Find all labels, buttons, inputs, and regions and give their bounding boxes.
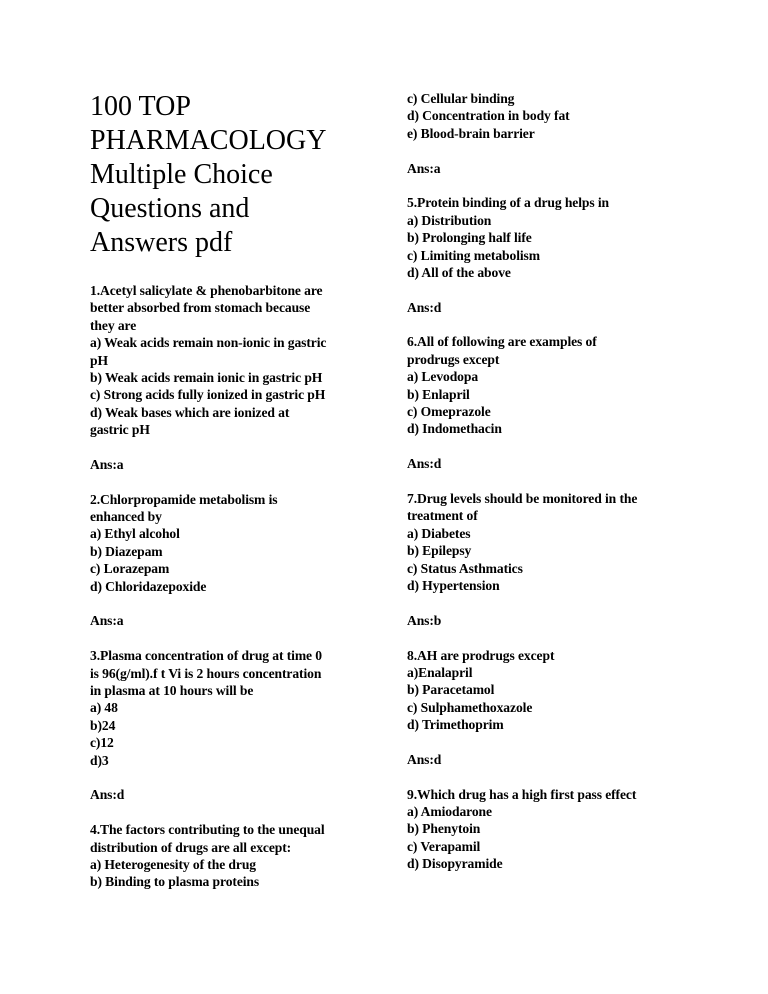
right-column bbox=[407, 90, 687, 873]
document-title bbox=[90, 90, 390, 260]
answer-line: Ans:a bbox=[90, 613, 124, 629]
blank-line bbox=[90, 473, 370, 490]
question-line: a) Heterogenesity of the drug bbox=[90, 856, 256, 872]
blank-line bbox=[407, 629, 687, 646]
question-line: d) Disopyramide bbox=[407, 856, 503, 872]
blank-line bbox=[407, 438, 687, 455]
answer-line: Answers pdf bbox=[90, 227, 233, 258]
question-line: treatment of bbox=[407, 508, 478, 524]
question-line: a)Enalapril bbox=[407, 664, 473, 680]
blank-line bbox=[90, 595, 370, 612]
question-line: d) Chloridazepoxide bbox=[90, 578, 207, 594]
question-line: a) Distribution bbox=[407, 212, 492, 228]
question-line: d) All of the above bbox=[407, 264, 511, 280]
question-line: is 96(g/ml).f t Vi is 2 hours concentration bbox=[90, 665, 322, 681]
question-line: 9.Which drug has a high first pass effect bbox=[407, 786, 637, 802]
question-line: 5.Protein binding of a drug helps in bbox=[407, 195, 609, 211]
question-line: prodrugs except bbox=[407, 351, 500, 367]
blank-line bbox=[90, 439, 370, 456]
question-line: c)12 bbox=[90, 735, 114, 751]
question-line: 4.The factors contributing to the unequal bbox=[90, 822, 325, 838]
question-line: 6.All of following are examples of bbox=[407, 334, 597, 350]
title-line: PHARMACOLOGY bbox=[90, 125, 327, 156]
question-line: 7.Drug levels should be monitored in the bbox=[407, 490, 638, 506]
question-line: c) Status Asthmatics bbox=[407, 560, 523, 576]
blank-line bbox=[407, 177, 687, 194]
title-line: 100 TOP bbox=[90, 91, 191, 122]
answer-line: Ans:d bbox=[407, 751, 442, 767]
blank-line bbox=[407, 142, 687, 159]
answer-line: Ans:a bbox=[407, 160, 441, 176]
blank-line bbox=[407, 768, 687, 785]
left-column bbox=[90, 282, 370, 891]
question-line: b)24 bbox=[90, 717, 116, 733]
question-line: a) Diabetes bbox=[407, 525, 471, 541]
question-line: they are bbox=[90, 317, 137, 333]
question-line: distribution of drugs are all except: bbox=[90, 839, 292, 855]
blank-line bbox=[407, 473, 687, 490]
question-line: better absorbed from stomach because bbox=[90, 300, 311, 316]
blank-line bbox=[407, 594, 687, 611]
blank-line bbox=[407, 733, 687, 750]
blank-line bbox=[90, 769, 370, 786]
question-line: 1.Acetyl salicylate & phenobarbitone are bbox=[90, 283, 323, 298]
question-line: d) Trimethoprim bbox=[407, 717, 504, 733]
question-line: d)3 bbox=[90, 752, 109, 768]
blank-line bbox=[407, 316, 687, 333]
question-line: enhanced by bbox=[90, 509, 162, 525]
question-line: b) Phenytoin bbox=[407, 821, 481, 837]
blank-line bbox=[90, 804, 370, 821]
question-line: b) Binding to plasma proteins bbox=[90, 874, 260, 890]
question-line: a) Levodopa bbox=[407, 369, 479, 385]
question-line: 2.Chlorpropamide metabolism is bbox=[90, 491, 278, 507]
question-line: d) Indomethacin bbox=[407, 421, 502, 437]
answer-line: Ans:a bbox=[90, 456, 124, 472]
question-line: c) Limiting metabolism bbox=[407, 247, 540, 263]
title-line: Multiple Choice bbox=[90, 159, 273, 190]
question-line: b) Prolonging half life bbox=[407, 230, 532, 246]
answer-line: Ans:d bbox=[407, 299, 442, 315]
question-line: 8.AH are prodrugs except bbox=[407, 647, 555, 663]
question-line: d) Concentration in body fat bbox=[407, 108, 570, 124]
answer-line: Ans:d bbox=[407, 456, 442, 472]
question-line: d) Weak bases which are ionized at bbox=[90, 404, 290, 420]
blank-line bbox=[90, 630, 370, 647]
question-line: c) Verapamil bbox=[407, 838, 481, 854]
question-line: in plasma at 10 hours will be bbox=[90, 682, 254, 698]
question-line: b) Enlapril bbox=[407, 386, 470, 402]
question-line: a) Ethyl alcohol bbox=[90, 526, 180, 542]
blank-line bbox=[407, 281, 687, 298]
question-line: a) 48 bbox=[90, 700, 118, 716]
question-line: pH bbox=[90, 352, 108, 368]
question-line: c) Lorazepam bbox=[90, 561, 170, 577]
question-line: a) Weak acids remain non-ionic in gastric bbox=[90, 335, 327, 351]
question-line: a) Amiodarone bbox=[407, 804, 492, 820]
question-line: 3.Plasma concentration of drug at time 0 bbox=[90, 648, 322, 664]
answer-line: Ans:d bbox=[90, 787, 125, 803]
question-line: c) Strong acids fully ionized in gastric pH bbox=[90, 387, 326, 403]
question-line: b) Paracetamol bbox=[407, 682, 495, 698]
question-line: gastric pH bbox=[90, 422, 150, 438]
title-line: Questions and bbox=[90, 193, 250, 224]
question-line: d) Hypertension bbox=[407, 577, 500, 593]
answer-line: Ans:b bbox=[407, 612, 442, 628]
question-line: c) Cellular binding bbox=[407, 91, 515, 106]
question-line: b) Diazepam bbox=[90, 543, 163, 559]
question-line: c) Sulphamethoxazole bbox=[407, 699, 533, 715]
question-line: e) Blood-brain barrier bbox=[407, 125, 535, 141]
question-line: b) Epilepsy bbox=[407, 543, 472, 559]
question-line: b) Weak acids remain ionic in gastric pH bbox=[90, 369, 323, 385]
question-line: c) Omeprazole bbox=[407, 404, 491, 420]
